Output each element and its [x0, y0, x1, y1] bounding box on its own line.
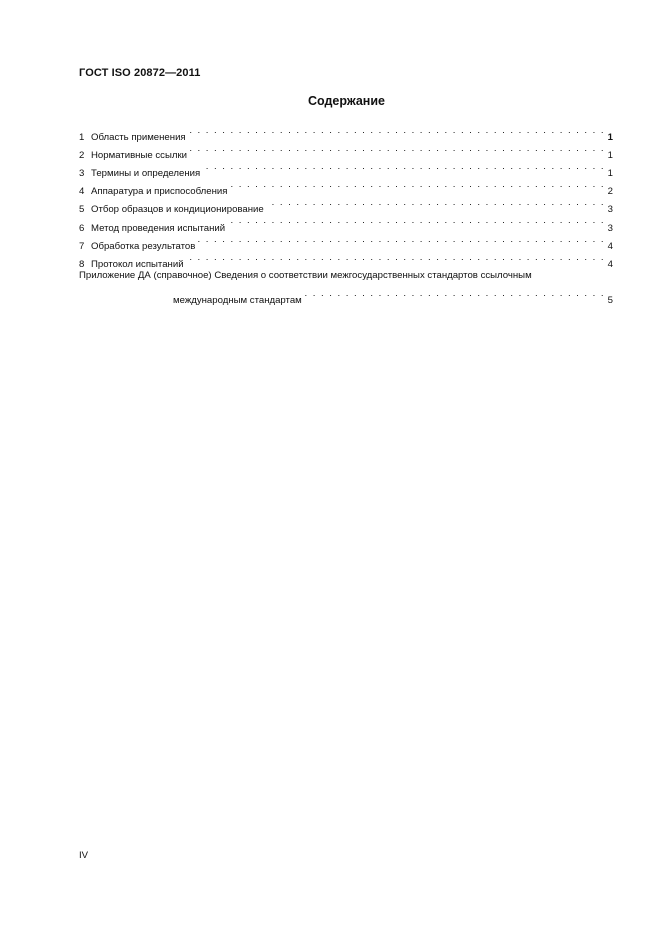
toc-entry-label: Протокол испытаний	[91, 258, 184, 270]
toc-entry-page: 2	[607, 186, 613, 198]
toc-entry-number: 5	[79, 204, 85, 216]
appendix-prefix: Приложение ДА (справочное)	[79, 269, 212, 281]
toc-entry-number: 7	[79, 240, 85, 252]
toc-entry-page: 1	[607, 168, 613, 180]
toc-entry-number: 4	[79, 186, 85, 198]
toc-entry-appendix[interactable]	[79, 267, 613, 306]
toc-entry-page: 1	[607, 150, 613, 162]
toc-entry-number: 2	[79, 150, 85, 162]
appendix-title-part2: международным стандартам	[173, 294, 302, 306]
toc-entry-page: 1	[607, 132, 613, 144]
toc-entry-label: Аппаратура и приспособления	[91, 186, 228, 198]
document-header: ГОСТ ISO 20872—2011	[79, 67, 201, 79]
toc-entry-number: 3	[79, 168, 85, 180]
toc-entry-number: 6	[79, 222, 85, 234]
toc-entry-label: Термины и определения	[91, 168, 201, 180]
page-number: IV	[79, 850, 89, 861]
appendix-line-2	[79, 285, 613, 306]
appendix-line-1	[79, 267, 613, 285]
toc-entry-number: 8	[79, 258, 85, 270]
toc-entry-page: 3	[607, 204, 613, 216]
toc-entry-label: Нормативные ссылки	[91, 150, 188, 162]
toc-entry-page: 5	[607, 294, 613, 306]
dot-leader	[229, 176, 605, 194]
toc-entry-label: Отбор образцов и кондиционирование	[91, 204, 264, 216]
toc-entry-1[interactable]	[79, 122, 613, 144]
table-of-contents	[79, 122, 613, 306]
toc-entry-page: 3	[607, 222, 613, 234]
toc-entry-label: Область применения	[91, 132, 186, 144]
toc-entry-page: 4	[607, 258, 613, 270]
toc-entry-label: Метод проведения испытаний	[91, 222, 226, 234]
toc-entry-label: Обработка результатов	[91, 240, 196, 252]
toc-entry-number: 1	[79, 132, 85, 144]
dot-leader	[188, 122, 605, 140]
dot-leader	[197, 231, 605, 249]
dot-leader	[202, 158, 605, 176]
appendix-title-part1: Сведения о соответствии межгосударственных стандартов ссылочным	[214, 269, 532, 281]
toc-title: Содержание	[307, 94, 385, 108]
dot-leader	[266, 194, 605, 212]
dot-leader	[189, 140, 605, 158]
dot-leader	[304, 285, 605, 303]
dot-leader	[186, 249, 605, 267]
toc-entry-page: 4	[607, 240, 613, 252]
dot-leader	[227, 212, 605, 230]
